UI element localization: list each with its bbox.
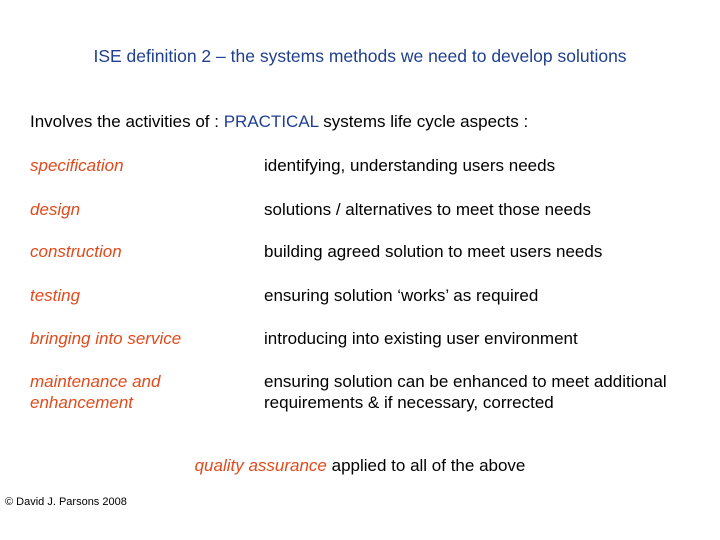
intro-line [30,112,528,132]
activity-description: building agreed solution to meet users needs [264,242,603,261]
activity-label: testing [30,286,81,305]
activity-description: ensuring solution can be enhanced to meet additional requirements & if necessary, corrected [264,372,667,412]
activity-label: specification [30,156,124,175]
intro-lead: Involves the activities of : [30,112,224,131]
activity-label: bringing into service [30,329,182,348]
slide-title: ISE definition 2 – the systems methods we need to develop solutions [93,46,627,66]
activity-description: identifying, understanding users needs [264,156,556,175]
intro-highlight: PRACTICAL [223,112,319,131]
quality-assurance-line [0,456,720,476]
activity-description: solutions / alternatives to meet those needs [264,200,591,219]
activity-description: introducing into existing user environment [264,329,578,348]
qa-rest: applied to all of the above [326,456,526,475]
activity-label: construction [30,242,122,261]
activity-label: maintenance and enhancement [30,372,161,412]
intro-rest: systems life cycle aspects : [318,112,529,131]
qa-highlight: quality assurance [194,456,327,475]
activity-description: ensuring solution ‘works’ as required [264,286,539,305]
activity-label: design [30,200,81,219]
copyright-notice: © David J. Parsons 2008 [5,496,127,508]
